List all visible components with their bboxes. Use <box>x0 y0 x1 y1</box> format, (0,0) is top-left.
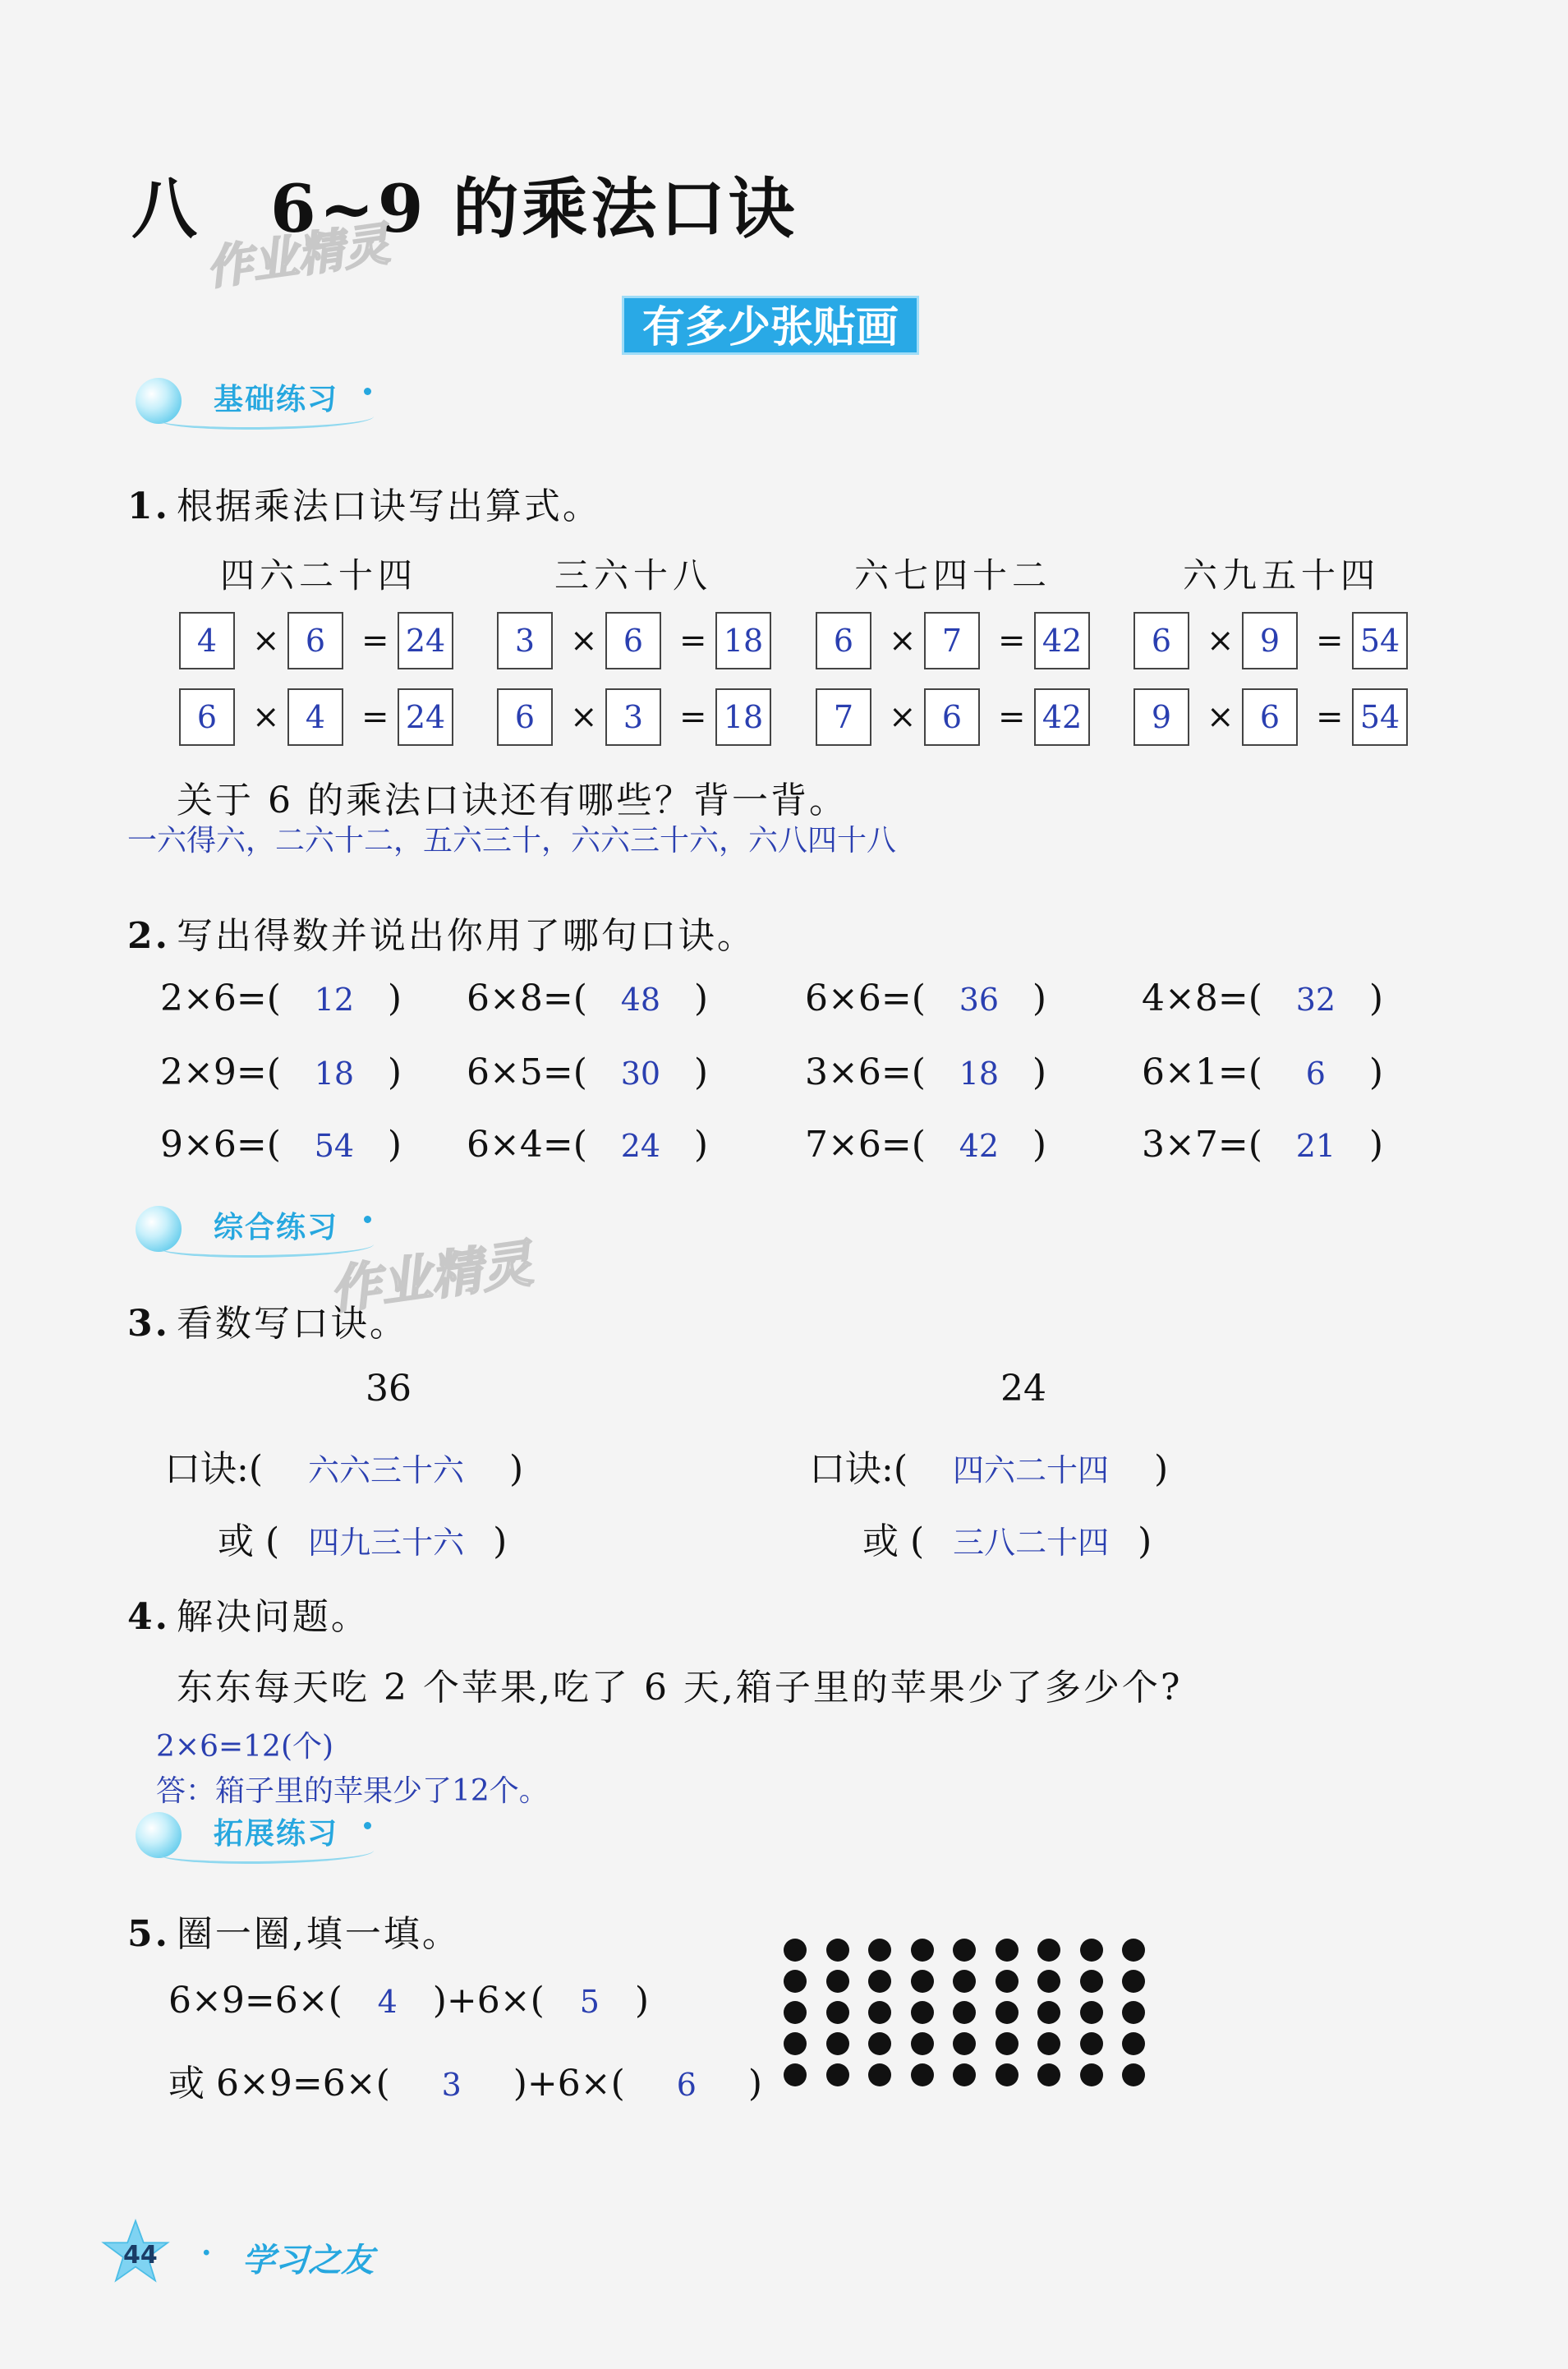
answer-box[interactable]: 9 <box>1242 612 1298 669</box>
dot <box>953 2001 976 2024</box>
answer[interactable]: 5 <box>579 1984 600 2020</box>
chapter-number: 八 <box>131 170 200 247</box>
dot <box>1122 2032 1145 2055</box>
times-sign: × <box>1207 622 1235 660</box>
expr: 6×8=( <box>467 978 587 1019</box>
dot <box>868 1970 891 1993</box>
book-title: 学习之友 <box>242 2242 374 2279</box>
answer[interactable]: 42 <box>959 1128 1000 1164</box>
dot <box>911 2063 934 2086</box>
answer[interactable]: 32 <box>1295 982 1336 1018</box>
q2-item <box>805 978 1046 1019</box>
answer-box[interactable]: 7 <box>816 688 871 746</box>
dot <box>996 2032 1019 2055</box>
answer[interactable]: 四六二十四 <box>952 1452 1109 1488</box>
q2-item <box>467 1124 708 1166</box>
dot <box>868 2001 891 2024</box>
equals-sign: = <box>1316 622 1344 660</box>
dot <box>996 2063 1019 2086</box>
q2-item <box>467 1051 708 1093</box>
answer-box[interactable]: 6 <box>1133 612 1189 669</box>
q4-answer-text[interactable]: 答：箱子里的苹果少了12个。 <box>156 1774 549 1808</box>
dot <box>1080 1939 1103 1962</box>
answer[interactable]: 18 <box>959 1056 1000 1092</box>
answer[interactable]: 四九三十六 <box>308 1525 465 1561</box>
answer-box[interactable]: 6 <box>816 612 871 669</box>
equals-sign: = <box>998 622 1026 660</box>
dot <box>911 1939 934 1962</box>
q2-item <box>160 1124 402 1166</box>
answer-box[interactable]: 42 <box>1034 612 1090 669</box>
dot <box>784 2063 807 2086</box>
dot <box>868 2032 891 2055</box>
paren: ) <box>747 2063 762 2104</box>
watermark: 作业精灵 <box>325 1233 536 1321</box>
q2-item <box>805 1051 1046 1093</box>
dot <box>1080 1970 1103 1993</box>
answer-box[interactable]: 7 <box>924 612 980 669</box>
label: 口诀:( <box>164 1448 263 1490</box>
paren: ) <box>1032 978 1047 1019</box>
paren: ) <box>1154 1448 1169 1490</box>
expr: )+6×( <box>513 2063 625 2104</box>
answer-box[interactable]: 3 <box>605 688 661 746</box>
answer-box[interactable]: 4 <box>179 612 235 669</box>
answer-box[interactable]: 24 <box>398 688 453 746</box>
expr: 7×6=( <box>805 1124 926 1166</box>
q2-item <box>1142 978 1383 1019</box>
dot <box>911 2001 934 2024</box>
watermark: 作业精灵 <box>203 217 393 297</box>
dot <box>953 1939 976 1962</box>
section-label: 综合练习 <box>214 1211 339 1244</box>
times-sign: × <box>252 698 280 736</box>
section-label: 基础练习 <box>214 383 339 416</box>
answer[interactable]: 24 <box>620 1128 661 1164</box>
q3-right-rhyme <box>809 1439 1168 1492</box>
dot <box>996 1970 1019 1993</box>
paren: ) <box>693 978 709 1019</box>
dot <box>911 1970 934 1993</box>
q1-rhyme-4: 六九五十四 <box>1183 555 1381 596</box>
equals-sign: = <box>361 698 389 736</box>
q5-line-2 <box>168 2054 762 2106</box>
times-sign: × <box>889 698 917 736</box>
q4-text: 解决问题。 <box>176 1596 370 1638</box>
q3-left-rhyme <box>164 1439 523 1492</box>
answer[interactable]: 6 <box>676 2067 697 2103</box>
q2-item <box>805 1124 1046 1166</box>
dot <box>826 1970 849 1993</box>
times-sign: × <box>889 622 917 660</box>
q3-right-number: 24 <box>1000 1368 1046 1410</box>
lesson-banner: 有多少张贴画 <box>622 296 919 355</box>
dot <box>868 2063 891 2086</box>
answer[interactable]: 六六三十六 <box>307 1452 464 1488</box>
answer[interactable]: 三八二十四 <box>953 1525 1110 1561</box>
expr: 3×6=( <box>805 1051 926 1093</box>
dot <box>953 1970 976 1993</box>
dot <box>996 2001 1019 2024</box>
label: 或 ( <box>862 1520 925 1562</box>
answer[interactable]: 3 <box>441 2067 462 2103</box>
dot <box>826 2001 849 2024</box>
answer-box[interactable]: 6 <box>179 688 235 746</box>
expr: 6×5=( <box>467 1051 587 1093</box>
dot <box>911 2032 934 2055</box>
paren: ) <box>493 1520 508 1562</box>
paren: ) <box>1032 1124 1047 1166</box>
dot <box>1037 2001 1060 2024</box>
equals-sign: = <box>679 622 707 660</box>
expr: 2×6=( <box>160 978 281 1019</box>
dot <box>1037 2032 1060 2055</box>
answer[interactable]: 4 <box>377 1984 398 2020</box>
expr: 6×1=( <box>1142 1051 1262 1093</box>
dot <box>1122 2001 1145 2024</box>
expr: 4×8=( <box>1142 978 1262 1019</box>
section-extension-header <box>136 1806 382 1863</box>
paren: ) <box>1138 1520 1152 1562</box>
answer-box[interactable]: 24 <box>398 612 453 669</box>
answer-box[interactable]: 9 <box>1133 688 1189 746</box>
paren: ) <box>693 1124 709 1166</box>
answer-box[interactable]: 18 <box>715 612 771 669</box>
answer[interactable]: 21 <box>1295 1128 1336 1164</box>
section-label: 拓展练习 <box>214 1817 339 1851</box>
q1-text: 根据乘法口诀写出算式。 <box>176 485 601 527</box>
answer[interactable]: 48 <box>620 982 661 1018</box>
dot <box>826 2032 849 2055</box>
answer-box[interactable]: 3 <box>497 612 553 669</box>
answer[interactable]: 6 <box>1305 1056 1326 1092</box>
q5-number: 5. <box>127 1913 170 1955</box>
answer-box[interactable]: 18 <box>715 688 771 746</box>
dot <box>1037 1970 1060 1993</box>
dot <box>1037 1939 1060 1962</box>
equals-sign: = <box>1316 698 1344 736</box>
dot <box>784 1970 807 1993</box>
equals-sign: = <box>998 698 1026 736</box>
q2-item <box>1142 1051 1383 1093</box>
dot <box>826 2063 849 2086</box>
q1-followup-answer: 一六得六，二六十二，五六三十，六六三十六，六八四十八 <box>127 824 897 858</box>
q5-line-1 <box>168 1980 649 2022</box>
paren: ) <box>693 1051 709 1093</box>
q4-number: 4. <box>127 1596 170 1638</box>
dot <box>784 2001 807 2024</box>
answer[interactable]: 54 <box>314 1128 355 1164</box>
q1-followup: 关于 6 的乘法口诀还有哪些？背一背。 <box>177 780 848 821</box>
q3-number: 3. <box>127 1303 170 1345</box>
q4-answer-expr[interactable]: 2×6=12(个) <box>156 1730 334 1764</box>
q2-item <box>160 1051 402 1093</box>
answer-box[interactable]: 4 <box>287 688 343 746</box>
q5-prompt <box>127 1904 461 1957</box>
q4-problem: 东东每天吃 2 个苹果,吃了 6 天,箱子里的苹果少了多少个? <box>177 1667 1183 1709</box>
equals-sign: = <box>679 698 707 736</box>
paren: ) <box>509 1448 524 1490</box>
dot <box>1122 1939 1145 1962</box>
q3-right-alt <box>862 1511 1152 1564</box>
q2-item <box>467 978 708 1019</box>
expr: 2×9=( <box>160 1051 281 1093</box>
expr: 6×6=( <box>805 978 926 1019</box>
dot <box>868 1939 891 1962</box>
times-sign: × <box>570 622 598 660</box>
expr: 6×9=6×( <box>168 1980 343 2022</box>
dot <box>826 1939 849 1962</box>
answer[interactable]: 30 <box>620 1056 661 1092</box>
label: 口诀:( <box>809 1448 908 1490</box>
equals-sign: = <box>361 622 389 660</box>
paren: ) <box>1368 1124 1384 1166</box>
answer-box[interactable]: 6 <box>1242 688 1298 746</box>
q2-text: 写出得数并说出你用了哪句口诀。 <box>176 915 756 957</box>
paren: ) <box>1368 978 1384 1019</box>
dot <box>953 2063 976 2086</box>
label: 或 ( <box>218 1520 280 1562</box>
expr: 或 6×9=6×( <box>168 2063 390 2104</box>
dot <box>1080 2063 1103 2086</box>
dot <box>1080 2001 1103 2024</box>
section-basic-header <box>136 371 382 429</box>
q4-prompt <box>127 1587 370 1640</box>
chapter-name: 6~9 的乘法口诀 <box>270 170 798 247</box>
answer-box[interactable]: 6 <box>497 688 553 746</box>
q2-item <box>160 978 402 1019</box>
q1-rhyme-1: 四六二十四 <box>220 555 418 596</box>
q3-prompt <box>127 1294 408 1346</box>
q5-text: 圈一圈,填一填。 <box>176 1913 461 1955</box>
expr: 3×7=( <box>1142 1124 1262 1166</box>
dot-icon <box>364 388 371 395</box>
expr: )+6×( <box>432 1980 545 2022</box>
q2-prompt <box>127 906 756 959</box>
dot <box>1037 2063 1060 2086</box>
q1-rhyme-2: 三六十八 <box>554 555 713 596</box>
times-sign: × <box>252 622 280 660</box>
answer-box[interactable]: 6 <box>924 688 980 746</box>
dot-icon <box>364 1822 371 1829</box>
q3-left-number: 36 <box>366 1368 412 1410</box>
times-sign: × <box>570 698 598 736</box>
answer[interactable]: 36 <box>959 982 1000 1018</box>
answer[interactable]: 18 <box>314 1056 355 1092</box>
q2-number: 2. <box>127 915 170 957</box>
times-sign: × <box>1207 698 1235 736</box>
paren: ) <box>1032 1051 1047 1093</box>
page-number: 44 <box>123 2241 158 2270</box>
dot <box>1122 2063 1145 2086</box>
paren: ) <box>387 1124 402 1166</box>
q3-text: 看数写口诀。 <box>176 1303 408 1345</box>
answer-box[interactable]: 54 <box>1352 612 1408 669</box>
dot <box>784 1939 807 1962</box>
dot <box>1080 2032 1103 2055</box>
answer-box[interactable]: 54 <box>1352 688 1408 746</box>
footer-separator: · <box>201 2236 212 2270</box>
dot-icon <box>364 1216 371 1223</box>
answer-box[interactable]: 6 <box>605 612 661 669</box>
dot <box>1122 1970 1145 1993</box>
dot <box>953 2032 976 2055</box>
paren: ) <box>387 1051 402 1093</box>
answer-box[interactable]: 6 <box>287 612 343 669</box>
answer[interactable]: 12 <box>314 982 355 1018</box>
q1-rhyme-3: 六七四十二 <box>854 555 1052 596</box>
paren: ) <box>634 1980 649 2022</box>
q3-left-alt <box>218 1511 507 1564</box>
q2-item <box>1142 1124 1383 1166</box>
paren: ) <box>1368 1051 1384 1093</box>
q1-number: 1. <box>127 485 170 527</box>
expr: 9×6=( <box>160 1124 281 1166</box>
dot <box>996 1939 1019 1962</box>
expr: 6×4=( <box>467 1124 587 1166</box>
q1-prompt <box>127 476 601 529</box>
paren: ) <box>387 978 402 1019</box>
answer-box[interactable]: 42 <box>1034 688 1090 746</box>
dot <box>784 2032 807 2055</box>
